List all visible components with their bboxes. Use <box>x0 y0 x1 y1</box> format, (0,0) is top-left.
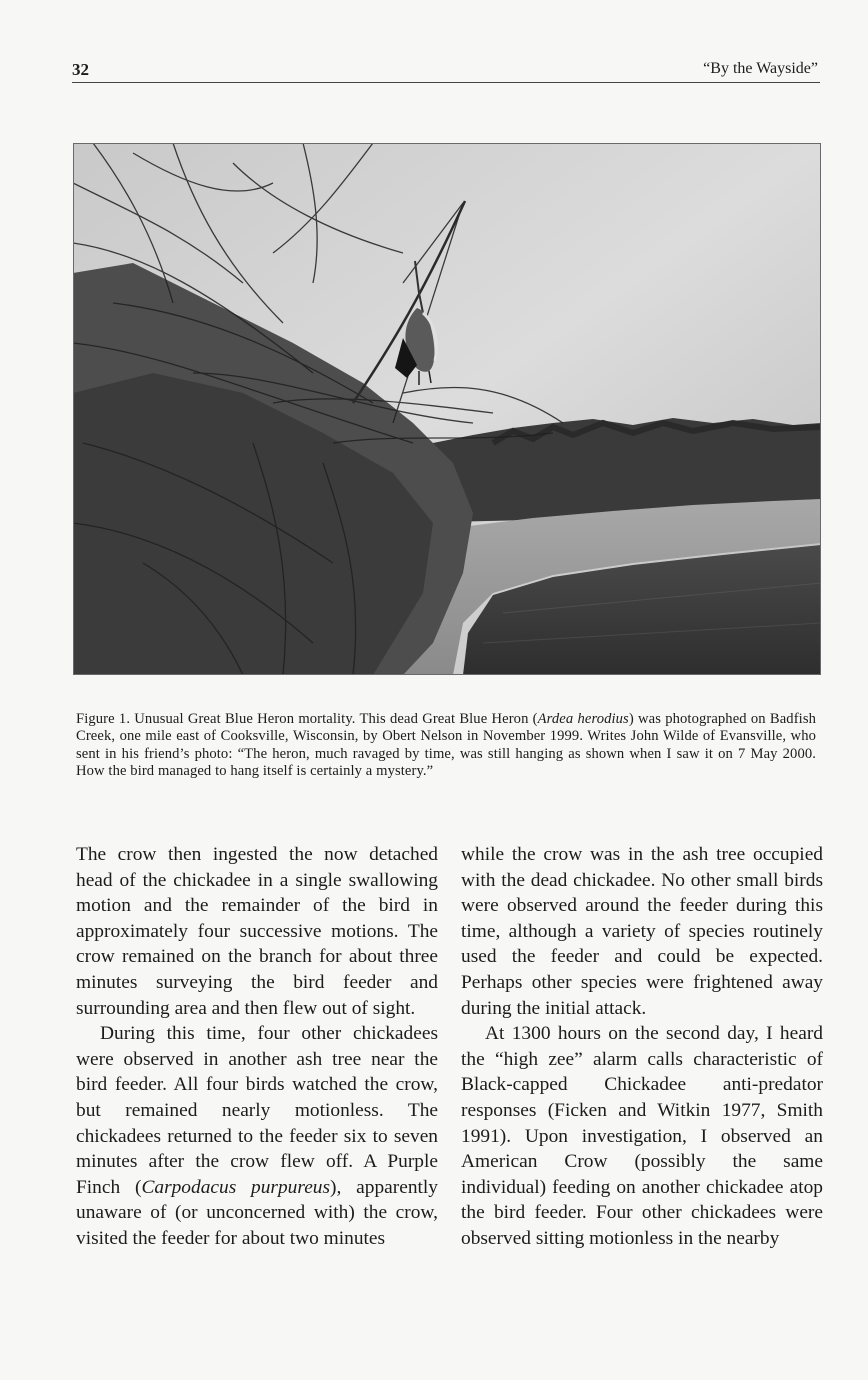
figure-caption <box>76 711 816 781</box>
section-title: “By the Wayside” <box>703 60 818 77</box>
left-paragraph-2-start: During this time, four other chickadees were observed in another ash tree near the bird feeder. All four birds watched the crow, but remained nearly motionless. The chickadees returned to the feeder six to seven minutes after the crow flew off. A Purple Finch ( <box>76 1023 438 1198</box>
left-paragraph-1: The crow then ingested the now detached head of the chickadee in a single swallowing motion and the remainder of the bird in approximately four successive motions. The crow remained on the branch for about three minutes surveying the bird feeder and surrounding area and then flew out of sight. <box>76 844 438 1019</box>
left-paragraph-2 <box>76 1021 438 1251</box>
heron-photo-icon <box>73 143 821 675</box>
caption-text-end: ) was photographed on Badfish Creek, one mile east of Cooksville, Wisconsin, by Obert Nelson in November 1999. Writes John Wilde of Evansville, who sent in his friend’s photo: “The heron, much ravaged by time, was still hanging as shown when I saw it on 7 May 2000. How the bird managed to hang itself is certainly a mystery.” <box>76 711 816 780</box>
finch-species-name: Carpodacus purpureus <box>141 1176 331 1198</box>
left-paragraph-2-end: ), apparently unaware of (or unconcerned with) the crow, visited the feeder for about two minutes <box>76 1176 438 1249</box>
caption-text-start: Figure 1. Unusual Great Blue Heron mortality. This dead Great Blue Heron ( <box>76 711 538 727</box>
right-paragraph-1: while the crow was in the ash tree occupied with the dead chickadee. No other small birds were observed around the feeder during this time, although a variety of species routinely used the feeder and could be expected. Perhaps other species were frightened away during the initial attack. <box>461 844 823 1019</box>
running-head <box>72 58 820 83</box>
right-paragraph-2: At 1300 hours on the second day, I heard the “high zee” alarm calls characteristic of Black-capped Chickadee anti-predator responses (Ficken and Witkin 1977, Smith 1991). Upon investigation, I observed an American Crow (possibly the same individual) feeding on another chickadee atop the bird feeder. Four other chickadees were observed sitting motionless in the nearby <box>461 1023 823 1249</box>
right-column <box>461 842 823 1252</box>
figure-photo <box>73 143 821 675</box>
left-column <box>76 842 438 1252</box>
caption-species-name: Ardea herodius <box>537 711 629 727</box>
page-number: 32 <box>72 60 89 79</box>
